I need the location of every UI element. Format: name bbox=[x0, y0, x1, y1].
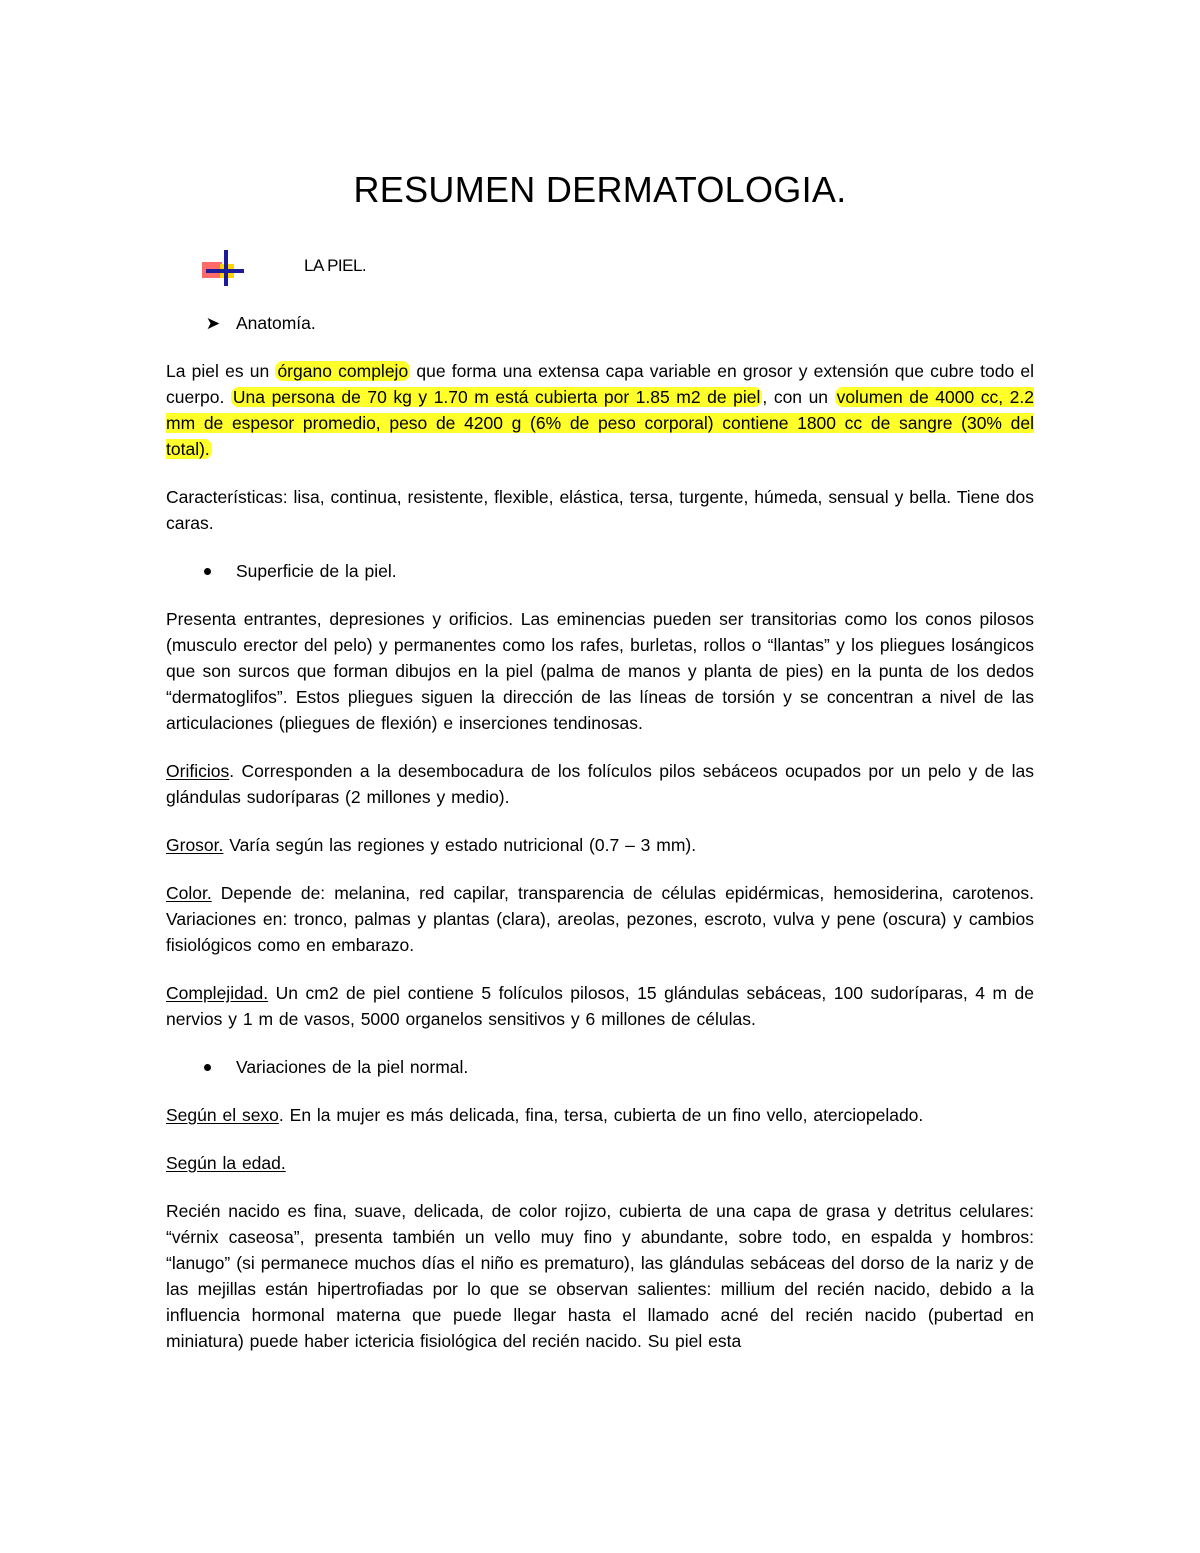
sexo-label: Según el sexo bbox=[166, 1105, 279, 1125]
paragraph-intro bbox=[166, 358, 1034, 462]
page-title: RESUMEN DERMATOLOGIA. bbox=[353, 169, 847, 210]
orificios-label: Orificios bbox=[166, 761, 230, 781]
highlight-volumen: volumen de 4000 cc, 2.2 mm de espesor promedio, peso de 4200 g (6% de peso corporal) contiene 1800 cc de sangre (30% del total). bbox=[166, 387, 1035, 459]
paragraph-caracteristicas: Características: lisa, continua, resistente, flexible, elástica, tersa, turgente, húmeda, sensual y bella. Tiene dos caras. bbox=[166, 487, 1034, 533]
round-bullet-icon bbox=[204, 568, 211, 575]
grosor-text: Varía según las regiones y estado nutricional (0.7 – 3 mm). bbox=[223, 835, 697, 855]
paragraph-orificios bbox=[166, 758, 1034, 810]
orificios-text: . Corresponden a la desembocadura de los folículos pilos sebáceos ocupados por un pelo y de las glándulas sudoríparas (2 millones y medio). bbox=[166, 761, 1034, 807]
color-label: Color. bbox=[166, 883, 212, 903]
bullet-variaciones bbox=[166, 1054, 1034, 1080]
sexo-text: . En la mujer es más delicada, fina, tersa, cubierta de un fino vello, aterciopelado. bbox=[278, 1105, 924, 1125]
intro-text-2: que forma una extensa capa variable en grosor y extensión que cubre todo el cuerpo. bbox=[166, 361, 1035, 407]
paragraph-superficie: Presenta entrantes, depresiones y orificios. Las eminencias pueden ser transitorias como los conos pilosos (musculo erector del pelo) y permanentes como los rafes, burletas, rollos o “llantas” y los pliegues losángicos que son surcos que forman dibujos en la piel (palma de manos y planta de pies) en la punta de los dedos “dermatoglifos”. Estos pliegues siguen la dirección de las líneas de torsión y se concentran a nivel de las articulaciones (pliegues de flexión) e inserciones tendinosas. bbox=[166, 609, 1034, 733]
bullet-variaciones-text: Variaciones de la piel normal. bbox=[236, 1057, 469, 1077]
complejidad-text: Un cm2 de piel contiene 5 folículos pilosos, 15 glándulas sebáceas, 100 sudoríparas, 4 m de nervios y 1 m de vasos, 5000 organelos sensitivos y 6 millones de células. bbox=[166, 983, 1034, 1029]
highlight-organo: órgano complejo bbox=[277, 361, 409, 381]
paragraph-recien-nacido: Recién nacido es fina, suave, delicada, de color rojizo, cubierta de una capa de grasa y detritus celulares: “vérnix caseosa”, presenta también un vello muy fino y abundante, sobre todo, en espalda y hombros: “lanugo” (si permanece muchos días el niño es prematuro), las glándulas sebáceas del dorso de la nariz y de las mejillas están hipertrofiadas por lo que se observan salientes: millium del recién nacido, debido a la influencia hormonal materna que puede llegar hasta el llamado acné del recién nacido (pubertad en miniatura) puede haber ictericia fisiológica del recién nacido. Su piel esta bbox=[166, 1201, 1034, 1351]
round-bullet-icon bbox=[204, 1064, 211, 1071]
highlight-persona: Una persona de 70 kg y 1.70 m está cubierta por 1.85 m2 de piel bbox=[232, 387, 761, 407]
section-heading: LA PIEL. bbox=[304, 256, 367, 275]
bullet-superficie bbox=[166, 558, 1034, 584]
complejidad-label: Complejidad. bbox=[166, 983, 269, 1003]
paragraph-edad-heading bbox=[166, 1150, 1034, 1176]
color-text: Depende de: melanina, red capilar, transparencia de células epidérmicas, hemosiderina, carotenos. Variaciones en: tronco, palmas y plantas (clara), areolas, pezones, escroto, vulva y pene (oscura) y cambios fisiológicos como en embarazo. bbox=[166, 883, 1034, 955]
cross-icon bbox=[200, 248, 246, 288]
arrowhead-icon: ➤ bbox=[205, 313, 221, 333]
bullet-anatomia bbox=[166, 310, 1034, 336]
section-heading-row bbox=[166, 248, 1034, 298]
paragraph-complejidad bbox=[166, 980, 1034, 1032]
paragraph-grosor bbox=[166, 832, 1034, 858]
intro-text-1: La piel es un bbox=[166, 361, 276, 381]
bullet-anatomia-text: Anatomía. bbox=[236, 313, 316, 333]
paragraph-color bbox=[166, 880, 1034, 958]
intro-text-3: , con un bbox=[762, 387, 835, 407]
paragraph-sexo bbox=[166, 1102, 1034, 1128]
edad-label: Según la edad. bbox=[166, 1153, 286, 1173]
bullet-superficie-text: Superficie de la piel. bbox=[236, 561, 397, 581]
grosor-label: Grosor. bbox=[166, 835, 224, 855]
